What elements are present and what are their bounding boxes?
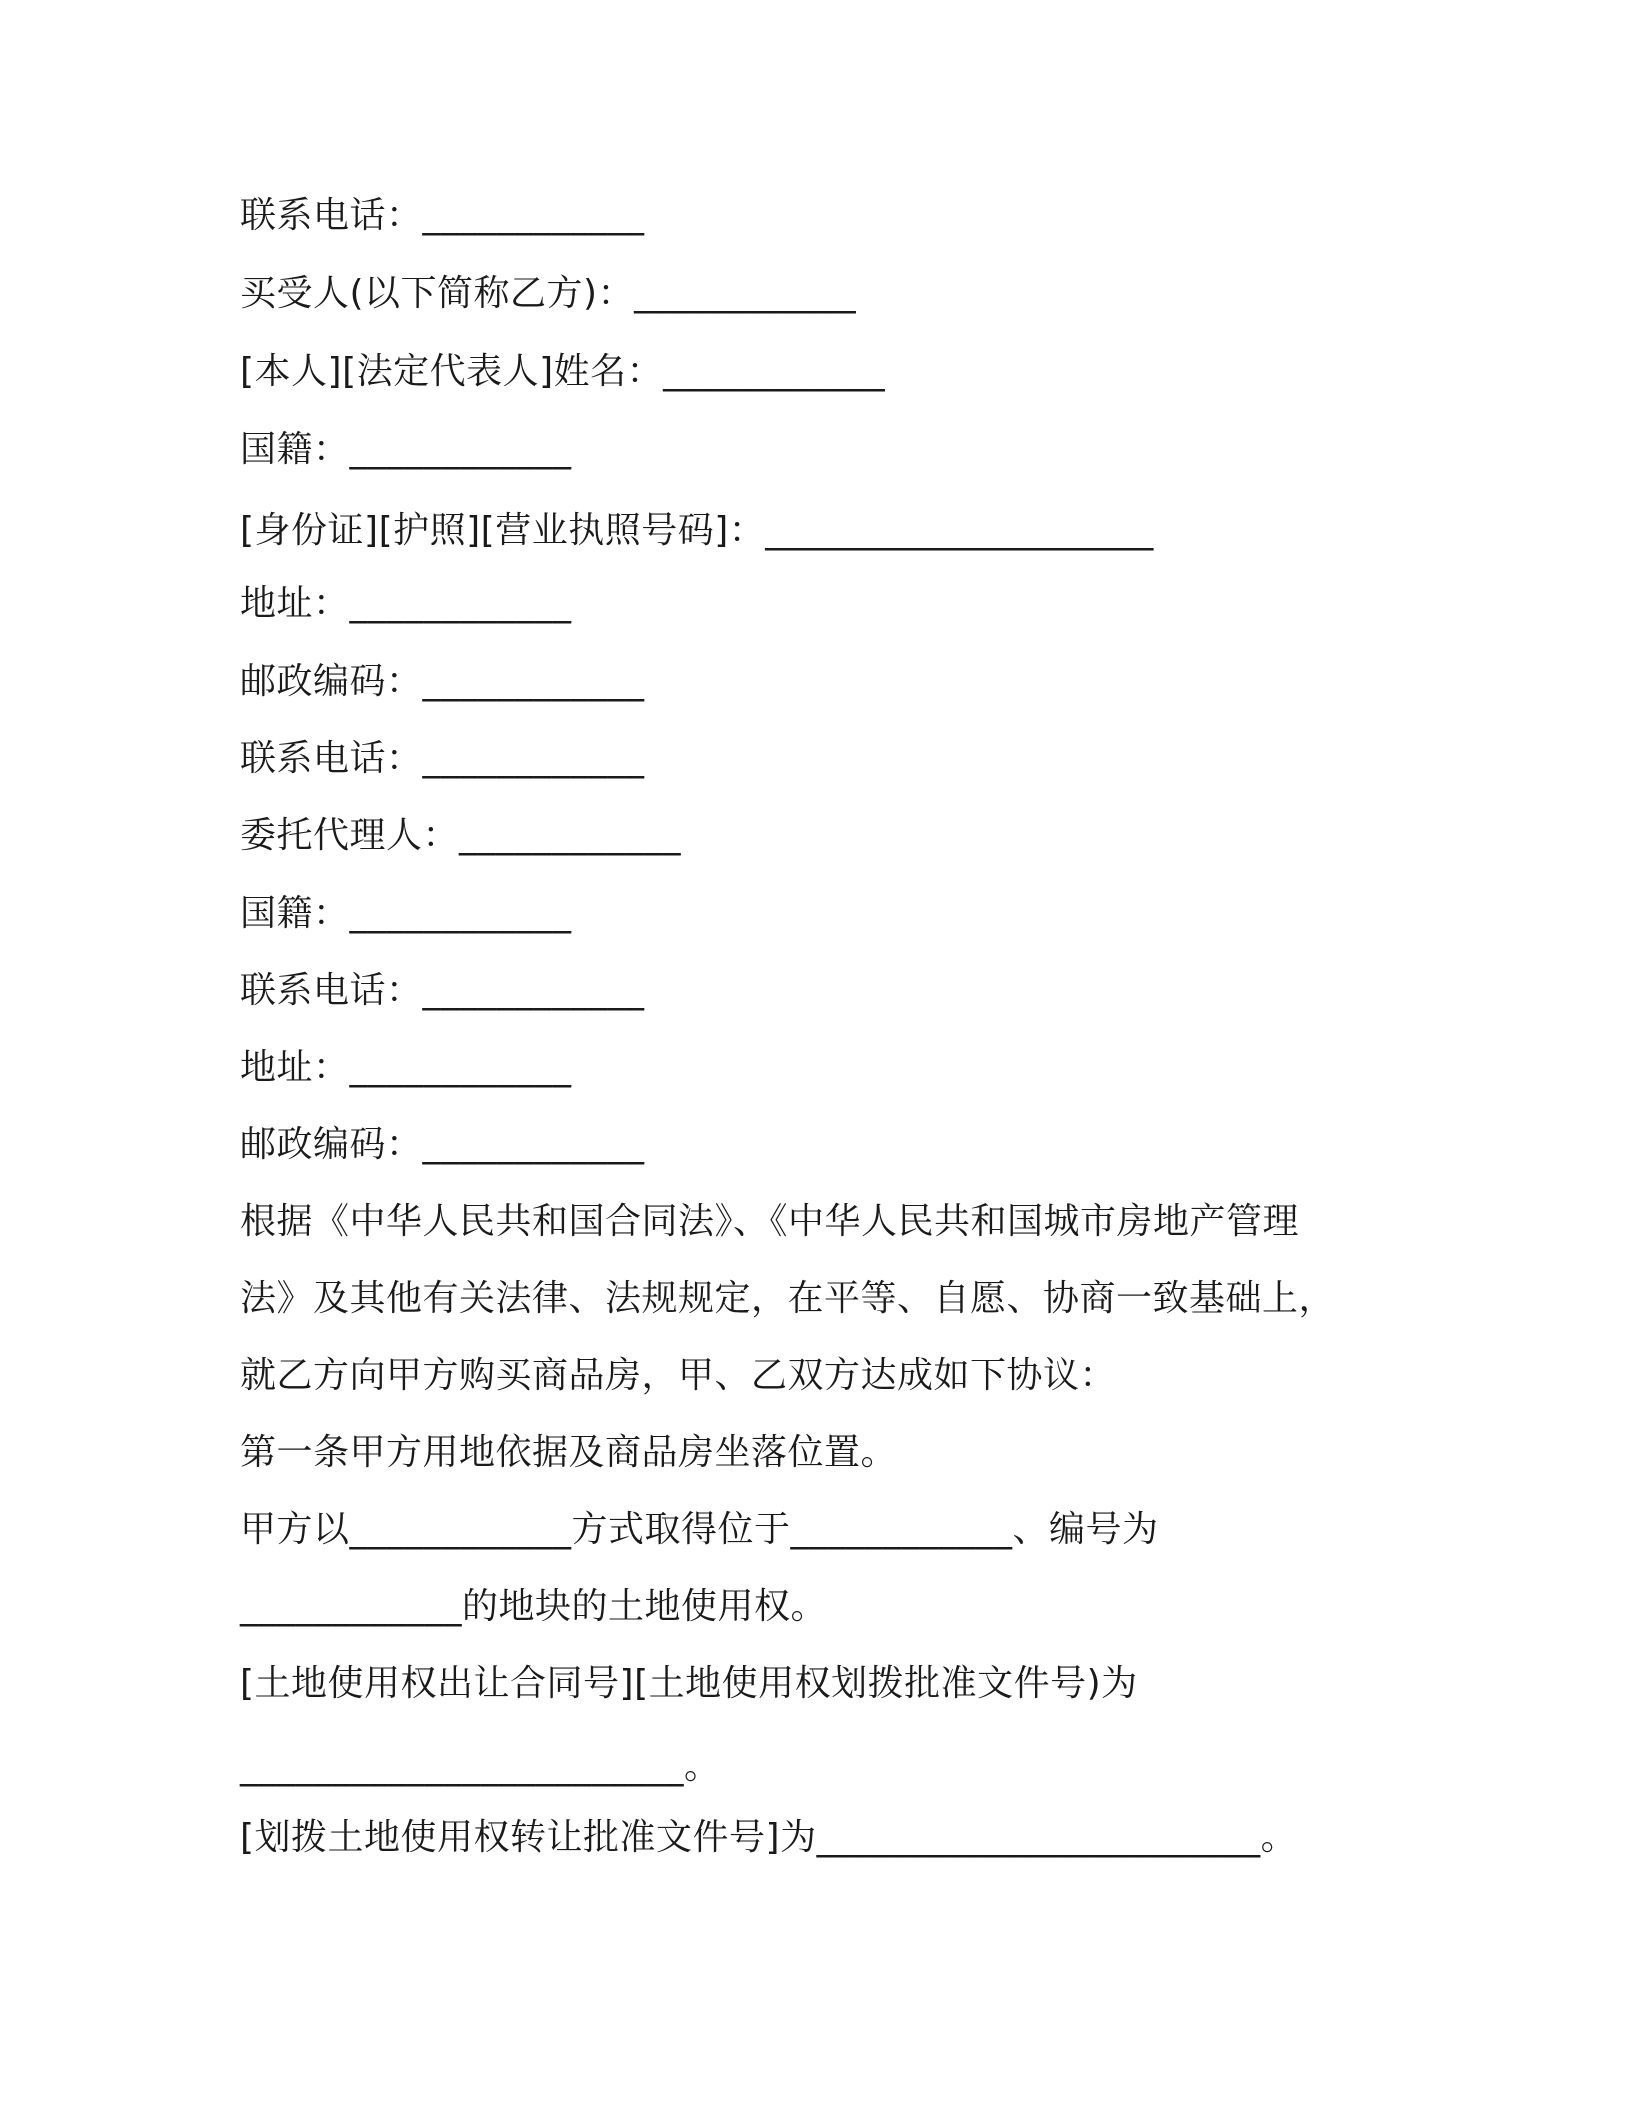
transfer-approval-number-line: [划拨土地使用权转让批准文件号]为________________________。 — [240, 1817, 1298, 1858]
land-contract-number-blank: ________________________。 — [240, 1746, 721, 1787]
land-acquisition-line-2: ____________的地块的土地使用权。 — [240, 1586, 828, 1627]
buyer-id-number-line: [身份证][护照][营业执照号码]：_____________________ — [240, 510, 1154, 551]
buyer-phone-line: 联系电话：____________ — [240, 738, 645, 779]
land-contract-number-line: [土地使用权出让合同号][土地使用权划拨批准文件号)为 — [240, 1663, 1138, 1704]
agent-address-line: 地址：____________ — [240, 1047, 572, 1088]
buyer-representative-line: [本人][法定代表人]姓名：____________ — [240, 351, 886, 392]
buyer-postal-code-line: 邮政编码：____________ — [240, 661, 645, 702]
agent-name-line: 委托代理人：____________ — [240, 815, 682, 856]
preamble-line-3: 就乙方向甲方购买商品房，甲、乙双方达成如下协议： — [240, 1355, 1117, 1396]
land-acquisition-line-1: 甲方以____________方式取得位于____________、编号为 — [240, 1509, 1159, 1550]
agent-nationality-line: 国籍：____________ — [240, 893, 572, 934]
article-one-heading: 第一条甲方用地依据及商品房坐落位置。 — [240, 1432, 898, 1473]
buyer-nationality-line: 国籍：____________ — [240, 429, 572, 470]
agent-postal-code-line: 邮政编码：____________ — [240, 1124, 645, 1165]
agent-phone-line: 联系电话：____________ — [240, 970, 645, 1011]
preamble-line-1: 根据《中华人民共和国合同法》、《中华人民共和国城市房地产管理 — [240, 1201, 1300, 1242]
seller-phone-line: 联系电话：____________ — [240, 195, 645, 236]
buyer-name-line: 买受人(以下简称乙方)：____________ — [240, 273, 857, 314]
preamble-line-2: 法》及其他有关法律、法规规定，在平等、自愿、协商一致基础上， — [240, 1278, 1336, 1319]
buyer-address-line: 地址：____________ — [240, 583, 572, 624]
